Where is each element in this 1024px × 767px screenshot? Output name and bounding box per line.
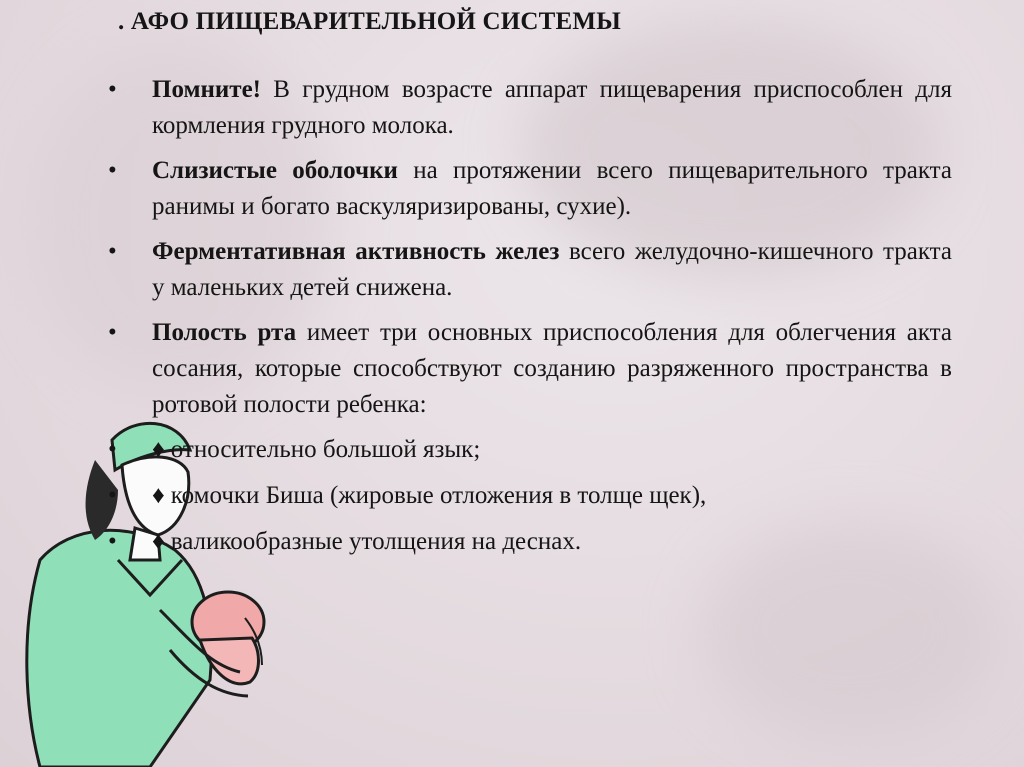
bullet-list: [108, 72, 952, 570]
bullet-bold-text: Полость рта: [152, 319, 297, 346]
list-item: [108, 234, 952, 306]
diamond-icon: ♦: [152, 436, 165, 463]
bullet-marker: •: [108, 76, 117, 103]
bullet-bold-text: Слизистые оболочки: [152, 157, 398, 184]
bullet-text: В грудном возрасте аппарат пищеварения приспособлен для кормления грудного молока.: [152, 76, 952, 139]
page-title: . АФО ПИЩЕВАРИТЕЛЬНОЙ СИСТЕМЫ: [118, 8, 621, 35]
bullet-marker: •: [108, 238, 117, 265]
bullet-marker: •: [108, 157, 117, 184]
list-item: [108, 432, 952, 468]
bullet-marker: •: [108, 482, 117, 509]
list-item: [108, 72, 952, 144]
sub-item-text: относительно большой язык;: [170, 436, 481, 463]
bullet-bold-text: Ферментативная активность желез: [152, 238, 560, 265]
sub-item-text: валикообразные утолщения на деснах.: [170, 528, 582, 555]
list-item: [108, 315, 952, 423]
sub-item-text: комочки Биша (жировые отложения в толще щек),: [170, 482, 707, 509]
bullet-marker: •: [108, 436, 117, 463]
bullet-text: на протяжении всего пищеварительного тракта ранимы и богато васкуляризированы, сухие).: [152, 157, 952, 220]
diamond-icon: ♦: [152, 528, 165, 555]
list-item: [108, 478, 952, 514]
bullet-text: всего желудочно-кишечного тракта у маленьких детей снижена.: [152, 238, 952, 301]
bullet-marker: •: [108, 528, 117, 555]
list-item: [108, 524, 952, 560]
list-item: [108, 153, 952, 225]
bullet-marker: •: [108, 319, 117, 346]
bullet-bold-text: Помните!: [152, 76, 262, 103]
bullet-text: имеет три основных приспособления для облегчения акта сосания, которые способствуют созданию разряженного пространства в ротовой полости ребенка:: [152, 319, 952, 418]
diamond-icon: ♦: [152, 482, 165, 509]
